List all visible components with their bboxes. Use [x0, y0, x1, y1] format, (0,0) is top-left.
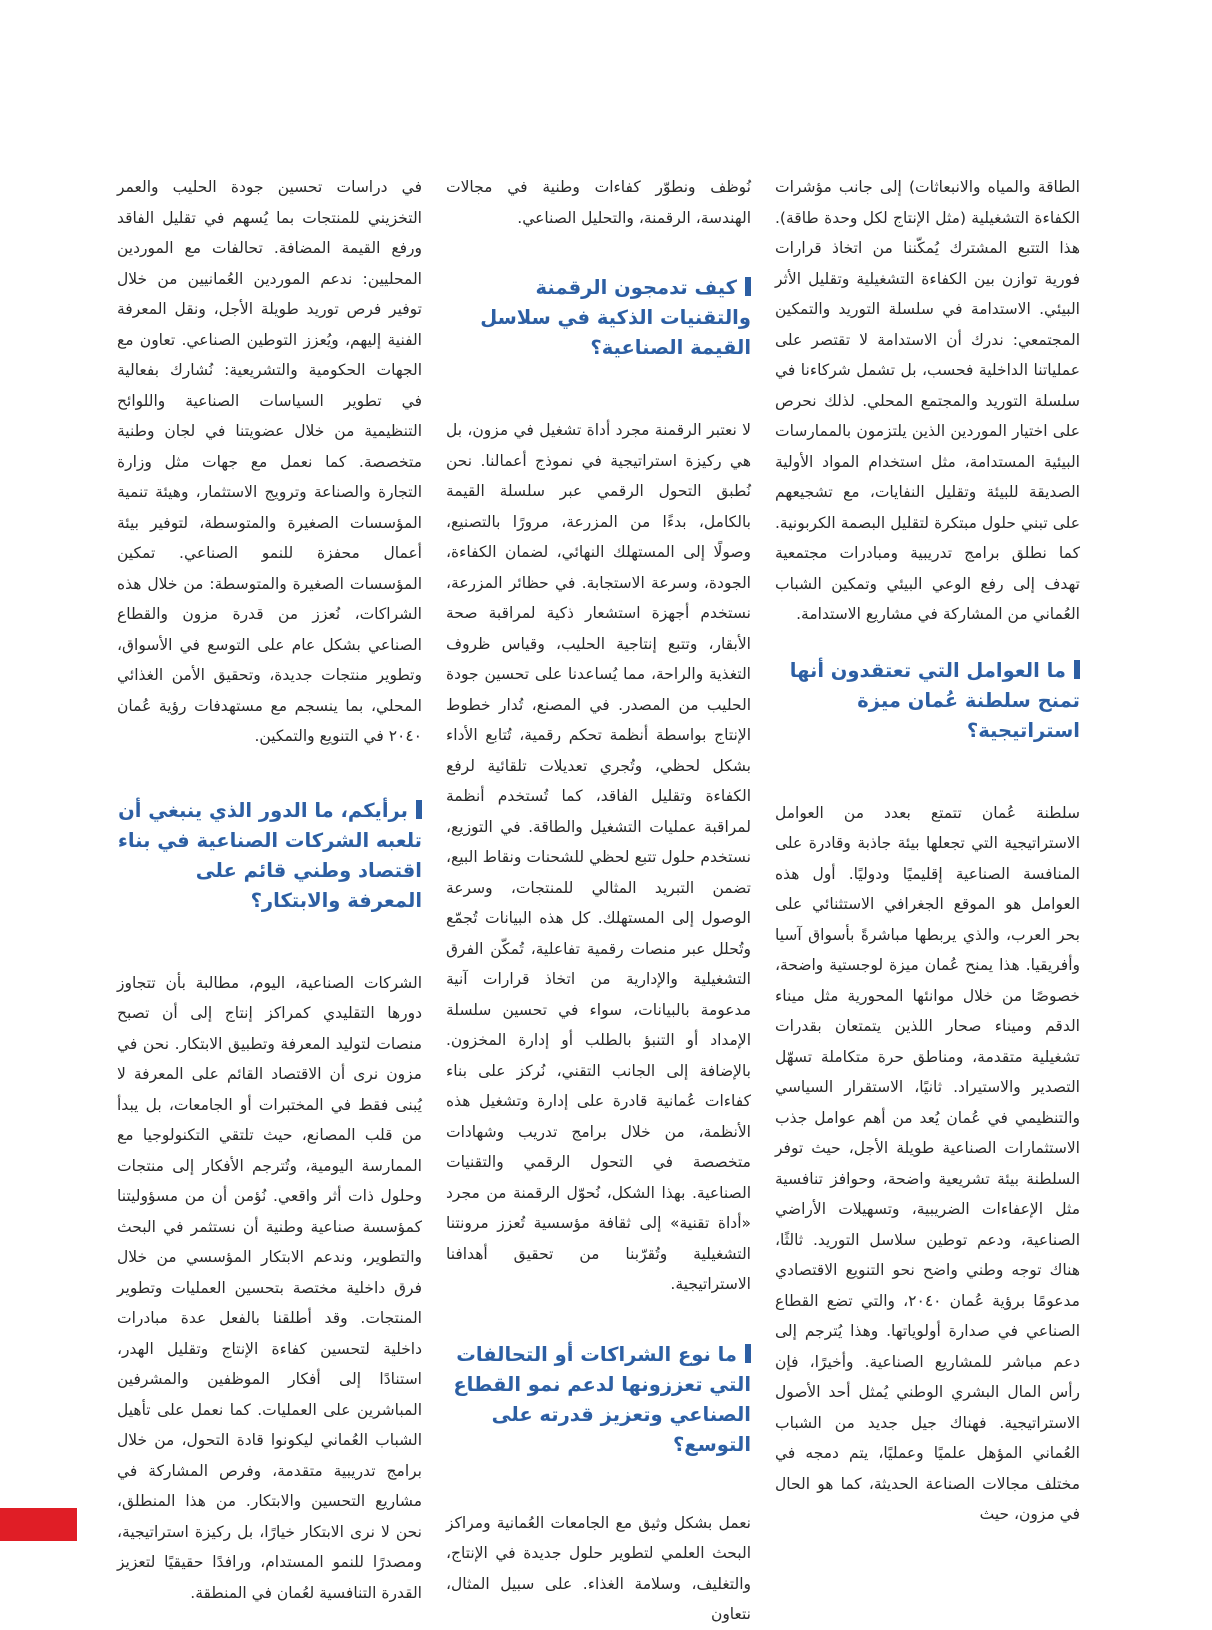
heading-text: برأيكم، ما الدور الذي ينبغي أن تلعبه الشركات الصناعية في بناء اقتصاد وطني قائم على المعرفة والابتكار؟: [117, 798, 422, 912]
heading-text: ما نوع الشراكات أو التحالفات التي تعززونها لدعم نمو القطاع الصناعي وتعزيز قدرته على التوسع؟: [453, 1342, 751, 1456]
paragraph: نعمل بشكل وثيق مع الجامعات العُمانية ومراكز البحث العلمي لتطوير حلول جديدة في الإنتاج، والتغليف، وسلامة الغذاء. على سبيل المثال، نتعاون: [446, 1513, 751, 1623]
paragraph: الشركات الصناعية، اليوم، مطالبة بأن تتجاوز دورها التقليدي كمراكز إنتاج إلى أن تصبح منصات لتوليد المعرفة وتطبيق الابتكار. نحن في مزون نرى أن الاقتصاد القائم على المعرفة لا يُبنى فقط في المختبرات أو الجامعات، بل يبدأ من قلب المصانع، حيث تلتقي التكنولوجيا مع الممارسة اليومية، وتُترجم الأفكار إلى منتجات وحلول ذات أثر واقعي. نُؤمن أن من مسؤوليتنا كمؤسسة صناعية وطنية أن نستثمر في البحث والتطوير، وندعم الابتكار المؤسسي من خلال فرق داخلية مختصة بتحسين العمليات وتطوير المنتجات. وقد أطلقنا بالفعل عدة مبادرات داخلية لتحسين كفاءة الإنتاج وتقليل الهدر، استنادًا إلى أفكار الموظفين والمشرفين المباشرين على العمليات. كما نعمل على تأهيل الشباب العُماني ليكونوا قادة التحول، من خلال برامج تدريبية متقدمة، وفرص المشاركة في مشاريع التحسين والابتكار. من هذا المنطلق، نحن لا نرى الابتكار خيارًا، بل ركيزة استراتيجية، ومصدرًا للنمو المستدام، ورافدًا حقيقيًا لتعزيز القدرة التنافسية لعُمان في المنطقة.: [117, 973, 422, 1602]
heading-marker: [416, 800, 422, 819]
section-heading-companies-role: [117, 796, 422, 916]
heading-marker: [1074, 660, 1080, 679]
paragraph: في دراسات تحسين جودة الحليب والعمر التخزيني للمنتجات بما يُسهم في تقليل الفاقد ورفع القيمة المضافة. تحالفات مع الموردين المحليين: ندعم الموردين العُمانيين من خلال توفير فرص توريد طويلة الأجل، ونقل المعرفة الفنية إليهم، ويُعزز التوطين الصناعي. تعاون مع الجهات الحكومية والتشريعية: نُشارك بفعالية في تطوير السياسات الصناعية واللوائح التنظيمية من خلال عضويتنا في لجان وطنية متخصصة. كما نعمل مع جهات مثل وزارة التجارة والصناعة وترويج الاستثمار، وهيئة تنمية المؤسسات الصغيرة والمتوسطة، لتوفير بيئة أعمال محفزة للنمو الصناعي. تمكين المؤسسات الصغيرة والمتوسطة: من خلال هذه الشراكات، نُعزز من قدرة مزون والقطاع الصناعي بشكل عام على التوسع في الأسواق، وتطوير منتجات جديدة، وتحقيق الأمن الغذائي المحلي، بما ينسجم مع مستهدفات رؤية عُمان ٢٠٤٠ في التنويع والتمكين.: [117, 178, 422, 745]
page-tab-marker: [0, 1508, 77, 1541]
heading-text: ما العوامل التي تعتقدون أنها تمنح سلطنة عُمان ميزة استراتيجية؟: [789, 658, 1080, 742]
heading-text: كيف تدمجون الرقمنة والتقنيات الذكية في سلاسل القيمة الصناعية؟: [480, 276, 751, 359]
column-right: [775, 172, 1080, 1530]
paragraph: نُوظف ونطوّر كفاءات وطنية في مجالات الهندسة، الرقمنة، والتحليل الصناعي.: [446, 178, 751, 227]
heading-marker: [745, 1344, 751, 1363]
paragraph: سلطنة عُمان تتمتع بعدد من العوامل الاستراتيجية التي تجعلها بيئة جاذبة وقادرة على المنافسة الصناعية إقليميًا ودوليًا. أول هذه العوامل هو الموقع الجغرافي الاستثنائي على بحر العرب، والذي يربطها مباشرةً بأسواق آسيا وأفريقيا. هذا يمنح عُمان ميزة لوجستية واضحة، خصوصًا من خلال موانئها المحورية مثل ميناء الدقم وميناء صحار اللذين يتمتعان بقدرات تشغيلية متقدمة، ومناطق حرة متكاملة تسهّل التصدير والاستيراد. ثانيًا، الاستقرار السياسي والتنظيمي في عُمان يُعد من أهم عوامل جذب الاستثمارات الصناعية طويلة الأجل، حيث توفر السلطنة بيئة تشريعية واضحة، وحوافز تنافسية مثل الإعفاءات الضريبية، وتسهيلات الأراضي الصناعية، ودعم توطين سلاسل التوريد. ثالثًا، هناك توجه وطني واضح نحو التنويع الاقتصادي مدعومًا برؤية عُمان ٢٠٤٠، والتي تضع القطاع الصناعي في صدارة أولوياتها. وهذا يُترجم إلى دعم مباشر للمشاريع الصناعية. وأخيرًا، فإن رأس المال البشري الوطني يُمثل أحد الأصول الاستراتيجية. فهناك جيل جديد من الشباب العُماني المؤهل علميًا وعمليًا، يتم دمجه في مختلف مجالات الصناعة الحديثة، كما هو الحال في مزون، حيث: [775, 803, 1080, 1523]
column-middle: [446, 172, 751, 1630]
section-heading-digitization: [446, 273, 751, 363]
column-left: [117, 172, 422, 1608]
paragraph: لا نعتبر الرقمنة مجرد أداة تشغيل في مزون، بل هي ركيزة استراتيجية في نموذج أعمالنا. نحن نُطبق التحول الرقمي عبر سلسلة القيمة بالكامل، بدءًا من المزرعة، مرورًا بالتصنيع، وصولًا إلى المستهلك النهائي، لضمان الكفاءة، الجودة، وسرعة الاستجابة. في حظائر المزرعة، نستخدم أجهزة استشعار ذكية لمراقبة صحة الأبقار، وتتبع إنتاجية الحليب، وقياس ظروف التغذية والراحة، مما يُساعدنا على تحسين جودة الحليب من المصدر. في المصنع، تُدار خطوط الإنتاج بواسطة أنظمة تحكم رقمية، تُتابع الأداء بشكل لحظي، وتُجري تعديلات تلقائية لرفع الكفاءة وتقليل الفاقد، كما تُستخدم أنظمة لمراقبة عمليات التشغيل والطاقة. في التوزيع، نستخدم حلول تتبع لحظي للشحنات ونقاط البيع، تضمن التبريد المثالي للمنتجات، وسرعة الوصول إلى المستهلك. كل هذه البيانات تُجمّع وتُحلل عبر منصات رقمية تفاعلية، تُمكّن الفرق التشغيلية والإدارية من اتخاذ قرارات آنية مدعومة بالبيانات، سواء في تحسين سلسلة الإمداد أو التنبؤ بالطلب أو إدارة المخزون. بالإضافة إلى الجانب التقني، نُركز على بناء كفاءات عُمانية قادرة على إدارة وتشغيل هذه الأنظمة، من خلال برامج تدريب وشهادات متخصصة في التحول الرقمي والتقنيات الصناعية. بهذا الشكل، نُحوّل الرقمنة من مجرد «أداة تقنية» إلى ثقافة مؤسسية تُعزز مرونتنا التشغيلية وتُقرّبنا من تحقيق أهدافنا الاستراتيجية.: [446, 421, 751, 1293]
section-heading-partnerships: [446, 1340, 751, 1460]
heading-marker: [745, 277, 751, 296]
section-heading-strategic-factors: [775, 656, 1080, 746]
paragraph: الطاقة والمياه والانبعاثات) إلى جانب مؤشرات الكفاءة التشغيلية (مثل الإنتاج لكل وحدة طاقة). هذا التتبع المشترك يُمكّننا من اتخاذ قرارات فورية توازن بين الكفاءة التشغيلية وتقليل الأثر البيئي. الاستدامة في سلسلة التوريد والتمكين المجتمعي: ندرك أن الاستدامة لا تقتصر على عملياتنا الداخلية فحسب، بل تشمل شركاءنا في سلسلة التوريد والمجتمع المحلي. لذلك نحرص على اختيار الموردين الذين يلتزمون بالممارسات البيئية المستدامة، مثل استخدام المواد الأولية الصديقة للبيئة وتقليل النفايات، مع تشجيعهم على تبني حلول مبتكرة لتقليل البصمة الكربونية. كما نطلق برامج تدريبية ومبادرات مجتمعية تهدف إلى رفع الوعي البيئي وتمكين الشباب العُماني من المشاركة في مشاريع الاستدامة.: [775, 178, 1080, 623]
